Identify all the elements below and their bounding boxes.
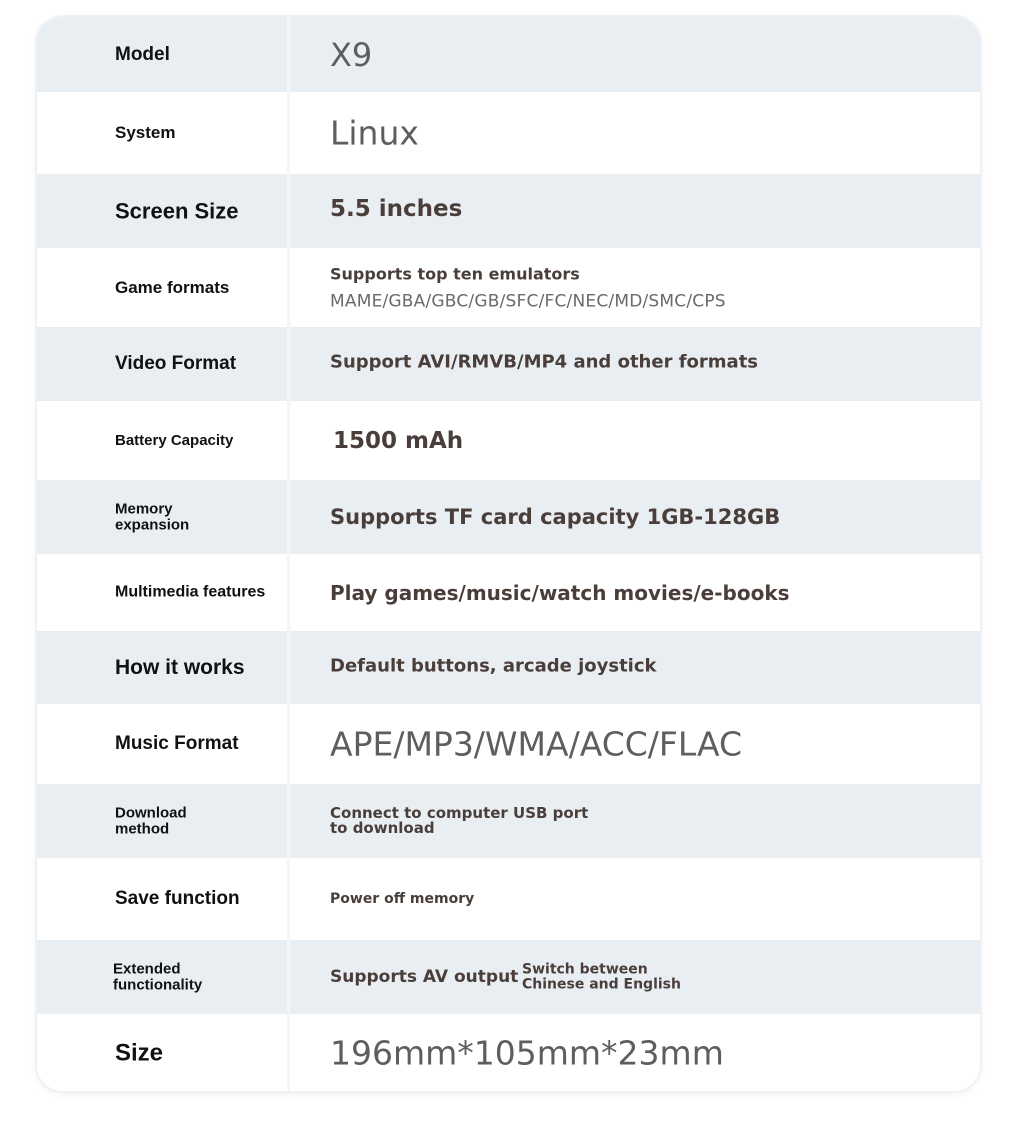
spec-value-secondary: Switch between Chinese and English xyxy=(522,961,681,992)
spec-value: Supports TF card capacity 1GB-128GB xyxy=(330,505,781,529)
spec-value: APE/MP3/WMA/ACC/FLAC xyxy=(330,724,743,764)
spec-row-battery-capacity xyxy=(37,401,980,480)
spec-label: How it works xyxy=(115,655,245,679)
spec-row-video-format xyxy=(37,327,980,401)
spec-label: Size xyxy=(115,1038,164,1066)
spec-row-extended-functionality xyxy=(37,940,980,1014)
spec-label: Battery Capacity xyxy=(115,431,234,449)
spec-value: 196mm*105mm*23mm xyxy=(330,1033,724,1072)
spec-label: Model xyxy=(115,43,170,65)
spec-row-how-it-works xyxy=(37,631,980,704)
spec-label: Music Format xyxy=(115,733,239,755)
spec-label: Screen Size xyxy=(115,198,239,224)
spec-value: Power off memory xyxy=(330,891,475,907)
spec-label: Download method xyxy=(115,804,187,837)
spec-label: Memory expansion xyxy=(115,500,190,533)
spec-value: Connect to computer USB port to download xyxy=(330,804,589,837)
spec-value: Support AVI/RMVB/MP4 and other formats xyxy=(330,351,759,373)
spec-value: 5.5 inches xyxy=(330,196,463,222)
spec-label: System xyxy=(115,123,176,143)
spec-label: Save function xyxy=(115,888,240,910)
spec-row-system xyxy=(37,92,980,174)
spec-value: X9 xyxy=(330,35,373,74)
spec-value: Default buttons, arcade joystick xyxy=(330,655,657,676)
spec-row-screen-size xyxy=(37,174,980,248)
spec-value-detail: MAME/GBA/GBC/GB/SFC/FC/NEC/MD/SMC/CPS xyxy=(330,291,726,311)
column-divider xyxy=(287,17,290,1091)
spec-row-size xyxy=(37,1014,980,1091)
spec-row-memory-expansion xyxy=(37,480,980,554)
spec-row-download-method xyxy=(37,784,980,858)
spec-label: Extended functionality xyxy=(113,960,203,993)
spec-row-music-format xyxy=(37,704,980,784)
spec-label: Video Format xyxy=(115,353,237,375)
spec-row-game-formats xyxy=(37,248,980,327)
spec-value-block xyxy=(330,264,726,311)
spec-value: Linux xyxy=(330,113,419,153)
spec-table xyxy=(37,17,980,1091)
spec-value: Supports AV output xyxy=(330,967,519,987)
spec-row-multimedia-features xyxy=(37,554,980,631)
spec-value: Supports top ten emulators xyxy=(330,264,580,283)
spec-label: Multimedia features xyxy=(115,583,266,601)
spec-value: Play games/music/watch movies/e-books xyxy=(330,580,790,605)
spec-label: Game formats xyxy=(115,277,230,297)
spec-row-save-function xyxy=(37,858,980,940)
spec-value: 1500 mAh xyxy=(333,427,464,454)
spec-row-model xyxy=(37,17,980,92)
